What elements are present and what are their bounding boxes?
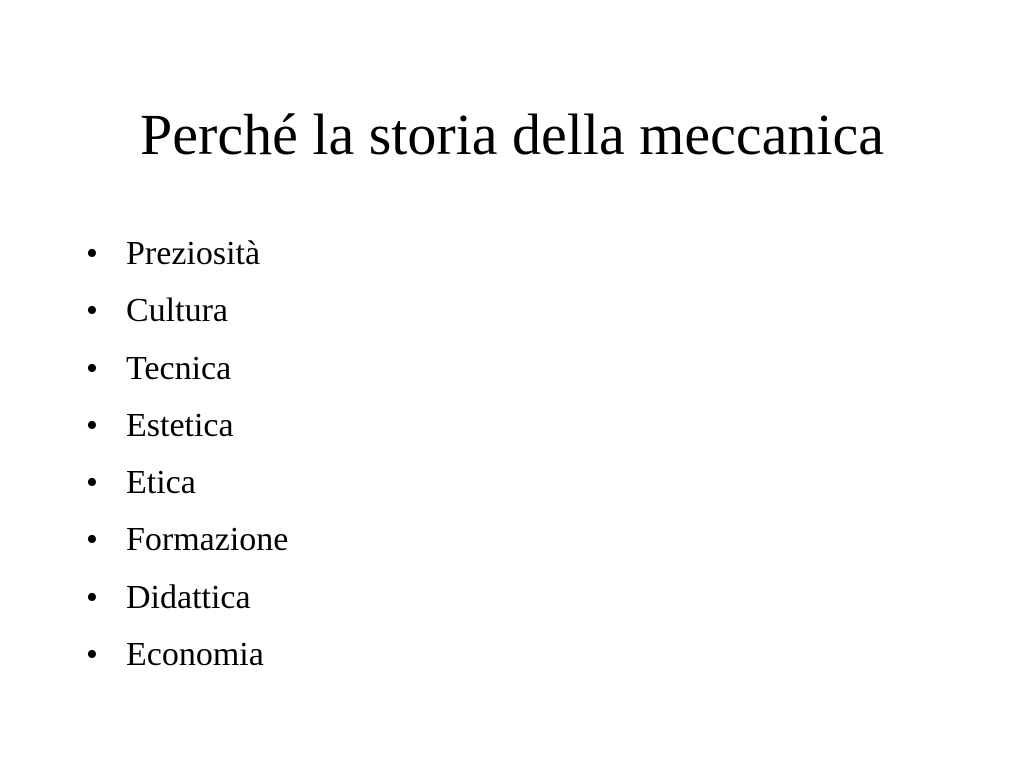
bullet-icon: •: [86, 292, 98, 330]
list-item: [86, 225, 288, 282]
list-item-text: Preziosità: [126, 235, 261, 272]
list-item-text: Estetica: [126, 406, 234, 444]
list-item-text: Etica: [126, 464, 196, 502]
list-item-text: Formazione: [126, 521, 289, 559]
bullet-icon: •: [86, 521, 98, 559]
list-item: [86, 397, 288, 454]
list-item: [86, 511, 288, 568]
list-item: [86, 282, 288, 339]
list-item-text: Didattica: [126, 578, 251, 616]
bullet-icon: •: [86, 349, 98, 387]
list-item-text: Tecnica: [126, 349, 232, 387]
list-item-text: Economia: [126, 636, 264, 674]
bullet-list: [86, 225, 288, 683]
list-item: [86, 569, 288, 626]
list-item: [86, 454, 288, 511]
bullet-icon: •: [86, 578, 98, 616]
list-item: [86, 626, 288, 683]
slide-title: Perché la storia della meccanica: [140, 102, 884, 167]
bullet-icon: •: [86, 406, 98, 444]
bullet-icon: •: [86, 636, 98, 674]
list-item-text: Cultura: [126, 292, 228, 330]
bullet-icon: •: [86, 464, 98, 502]
list-item: [86, 340, 288, 397]
bullet-icon: •: [86, 235, 98, 272]
